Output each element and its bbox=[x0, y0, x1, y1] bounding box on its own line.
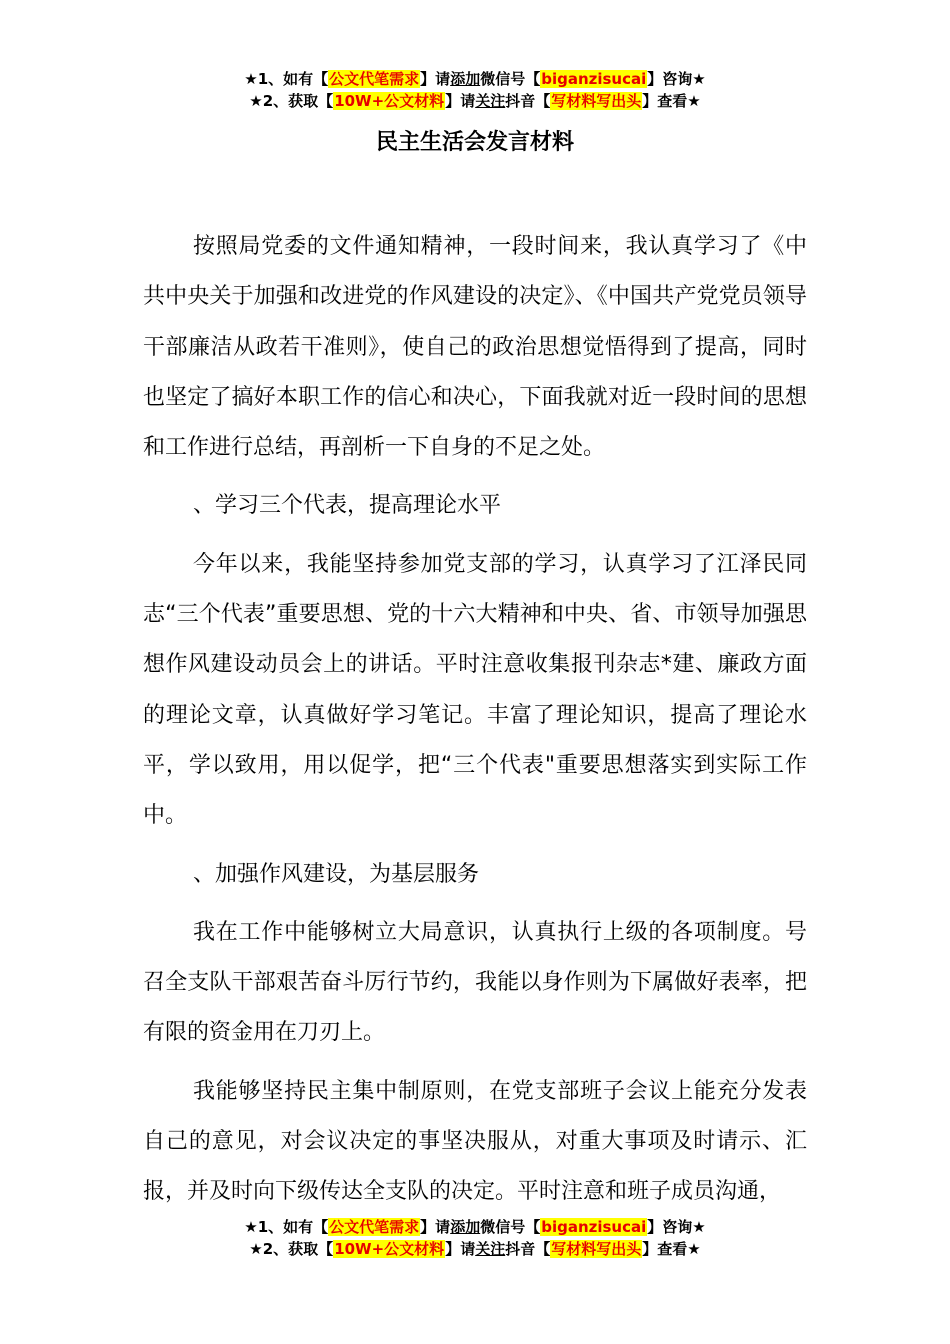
notice-text: ★1、如有【 bbox=[244, 70, 329, 88]
notice-text: 】请 bbox=[420, 70, 451, 88]
header-notice-line-1 bbox=[0, 68, 950, 90]
document-body bbox=[143, 222, 807, 1226]
footer-notice-line-1 bbox=[0, 1216, 950, 1238]
paragraph-work: 我在工作中能够树立大局意识，认真执行上级的各项制度。号召全支队干部艰苦奋斗厉行节约，我能以身作则为下属做好表率，把有限的资金用在刀刃上。 bbox=[143, 919, 807, 1046]
notice-text: 】请 bbox=[420, 1218, 451, 1236]
notice-text: ★2、获取【 bbox=[249, 92, 334, 110]
notice-underline-follow: 关注 bbox=[475, 92, 506, 110]
paragraph-study: 今年以来，我能坚持参加党支部的学习，认真学习了江泽民同志“三个代表”重要思想、党的十六大精神和中央、省、市领导加强思想作风建设动员会上的讲话。平时注意收集报刊杂志*建、廉政方面的理论文章，认真做好学习笔记。丰富了理论知识，提高了理论水平，学以致用，用以促学，把“三个代表"重要思想落实到实际工作中。 bbox=[143, 551, 807, 829]
notice-text: 抖音【 bbox=[505, 92, 551, 110]
notice-text: 微信号【 bbox=[480, 70, 541, 88]
notice-text: 】请 bbox=[445, 1240, 476, 1258]
notice-highlight-materials: 10W+公文材料 bbox=[334, 1240, 445, 1258]
notice-text: 】查看★ bbox=[642, 92, 701, 110]
paragraph-intro: 按照局党委的文件通知精神，一段时间来，我认真学习了《中共中央关于加强和改进党的作风建设的决定》、《中国共产党党员领导干部廉洁从政若干准则》，使自己的政治思想觉悟得到了提高，同时也坚定了搞好本职工作的信心和决心，下面我就对近一段时间的思想和工作进行总结，再剖析一下自身的不足之处。 bbox=[143, 234, 807, 461]
notice-text: 抖音【 bbox=[505, 1240, 551, 1258]
footer-notice-line-2 bbox=[0, 1238, 950, 1260]
notice-highlight-douyin: 写材料写出头 bbox=[551, 1240, 642, 1258]
footer-notice bbox=[0, 1216, 950, 1260]
section-heading-style: 、加强作风建设，为基层服务 bbox=[193, 861, 480, 887]
notice-text: 】咨询★ bbox=[647, 70, 706, 88]
notice-highlight-douyin: 写材料写出头 bbox=[551, 92, 642, 110]
header-notice-line-2 bbox=[0, 90, 950, 112]
notice-text: 】查看★ bbox=[642, 1240, 701, 1258]
notice-underline-add: 添加 bbox=[450, 70, 481, 88]
notice-underline-add: 添加 bbox=[450, 1218, 481, 1236]
notice-underline-follow: 关注 bbox=[475, 1240, 506, 1258]
notice-highlight-service: 公文代笔需求 bbox=[329, 70, 420, 88]
notice-text: 】咨询★ bbox=[647, 1218, 706, 1236]
notice-highlight-service: 公文代笔需求 bbox=[329, 1218, 420, 1236]
section-heading-theory: 、学习三个代表，提高理论水平 bbox=[193, 493, 502, 519]
notice-text: ★1、如有【 bbox=[244, 1218, 329, 1236]
document-title: 民主生活会发言材料 bbox=[375, 130, 574, 155]
notice-highlight-materials: 10W+公文材料 bbox=[334, 92, 445, 110]
notice-text: ★2、获取【 bbox=[249, 1240, 334, 1258]
header-notice bbox=[0, 68, 950, 112]
notice-highlight-wechat-id: biganzisucai bbox=[541, 1218, 647, 1236]
notice-text: 微信号【 bbox=[480, 1218, 541, 1236]
notice-text: 】请 bbox=[445, 92, 476, 110]
notice-highlight-wechat-id: biganzisucai bbox=[541, 70, 647, 88]
paragraph-democracy: 我能够坚持民主集中制原则，在党支部班子会议上能充分发表自己的意见，对会议决定的事坚决服从，对重大事项及时请示、汇报，并及时向下级传达全支队的决定。平时注意和班子成员沟通， bbox=[143, 1078, 807, 1205]
